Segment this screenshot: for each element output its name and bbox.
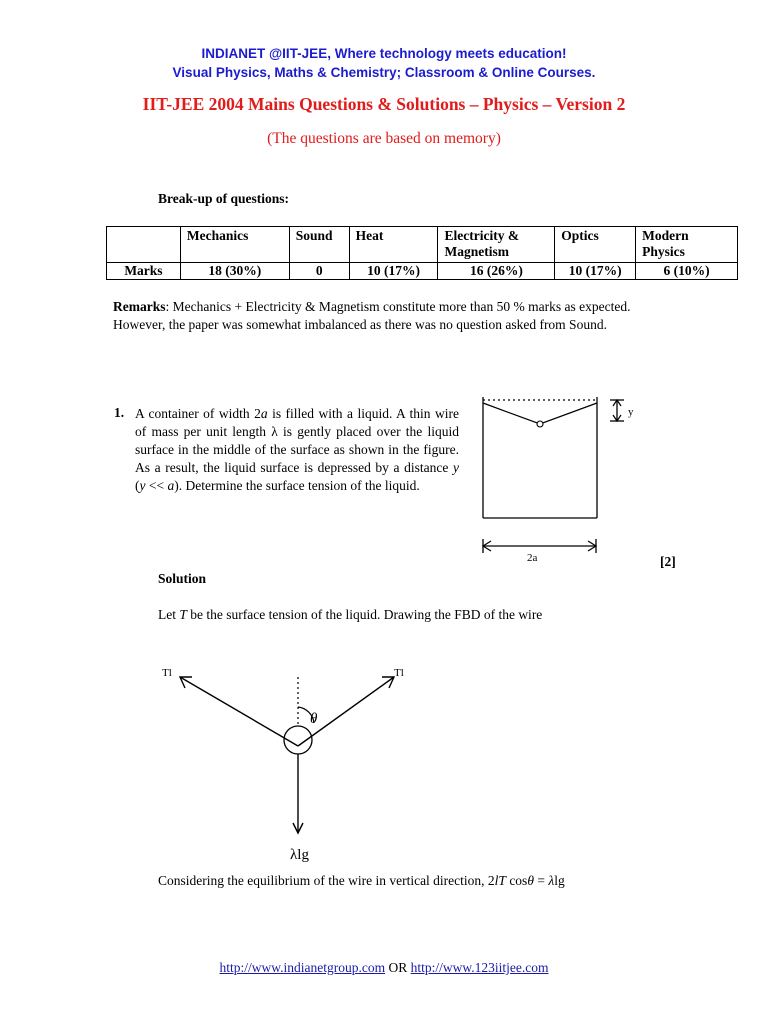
container-figure — [470, 385, 650, 575]
footer-link-indianet[interactable]: http://www.indianetgroup.com — [219, 960, 386, 975]
remarks-text: : Mechanics + Electricity & Magnetism constitute more than 50 % marks as expected. However, the paper was somewhat imbalanced as there was no question asked from Sound. — [113, 299, 631, 332]
table-cell: 16 (26%) — [438, 263, 555, 280]
footer-link-123iitjee[interactable]: http://www.123iitjee.com — [410, 960, 549, 975]
page-subtitle: (The questions are based on memory) — [267, 130, 501, 147]
column-header: Optics — [555, 227, 636, 263]
column-header: Electricity & Magnetism — [438, 227, 555, 263]
footer-separator: OR — [385, 960, 411, 975]
column-header: Mechanics — [180, 227, 289, 263]
remarks-paragraph — [113, 298, 658, 334]
column-header: Sound — [289, 227, 349, 263]
angle-label: θ — [310, 711, 318, 727]
question-number: 1. — [114, 405, 125, 420]
equilibrium-statement: Considering the equilibrium of the wire in vertical direction, 2lT cosθ = λlg — [158, 873, 565, 888]
breakup-table — [106, 226, 738, 280]
header-line-1: INDIANET @IIT-JEE, Where technology meets education! — [201, 46, 567, 61]
solution-intro: Let T be the surface tension of the liquid. Drawing the FBD of the wire — [158, 607, 543, 622]
page-title: IIT-JEE 2004 Mains Questions & Solutions – Physics – Version 2 — [142, 94, 626, 114]
footer — [0, 960, 768, 976]
breakup-heading: Break-up of questions: — [158, 191, 290, 206]
depth-label: y — [628, 406, 634, 418]
width-label: 2a — [527, 552, 538, 564]
weight-label: λlg — [290, 847, 309, 863]
table-cell: 6 (10%) — [636, 263, 738, 280]
row-label: Marks — [107, 263, 181, 280]
question-marks: [2] — [660, 554, 676, 569]
column-header: Heat — [349, 227, 438, 263]
remarks-label: Remarks — [113, 299, 166, 314]
column-header: Modern Physics — [636, 227, 738, 263]
solution-heading: Solution — [158, 571, 207, 586]
tension-label-left: Tl — [162, 667, 172, 679]
free-body-diagram — [150, 655, 430, 870]
table-cell: 10 (17%) — [555, 263, 636, 280]
table-cell: 0 — [289, 263, 349, 280]
tension-label-right: Tl — [394, 667, 404, 679]
header-line-2: Visual Physics, Maths & Chemistry; Classroom & Online Courses. — [172, 65, 596, 80]
question-text: A container of width 2a is filled with a liquid. A thin wire of mass per unit length λ is gently placed over the liquid surface in the middle of the surface as shown in the figure. As a result, the liquid surface is depressed by a distance y (y << a). Determine the surface tension of the liquid. — [135, 406, 459, 493]
table-cell: 10 (17%) — [349, 263, 438, 280]
table-cell: 18 (30%) — [180, 263, 289, 280]
table-corner-cell — [107, 227, 181, 263]
